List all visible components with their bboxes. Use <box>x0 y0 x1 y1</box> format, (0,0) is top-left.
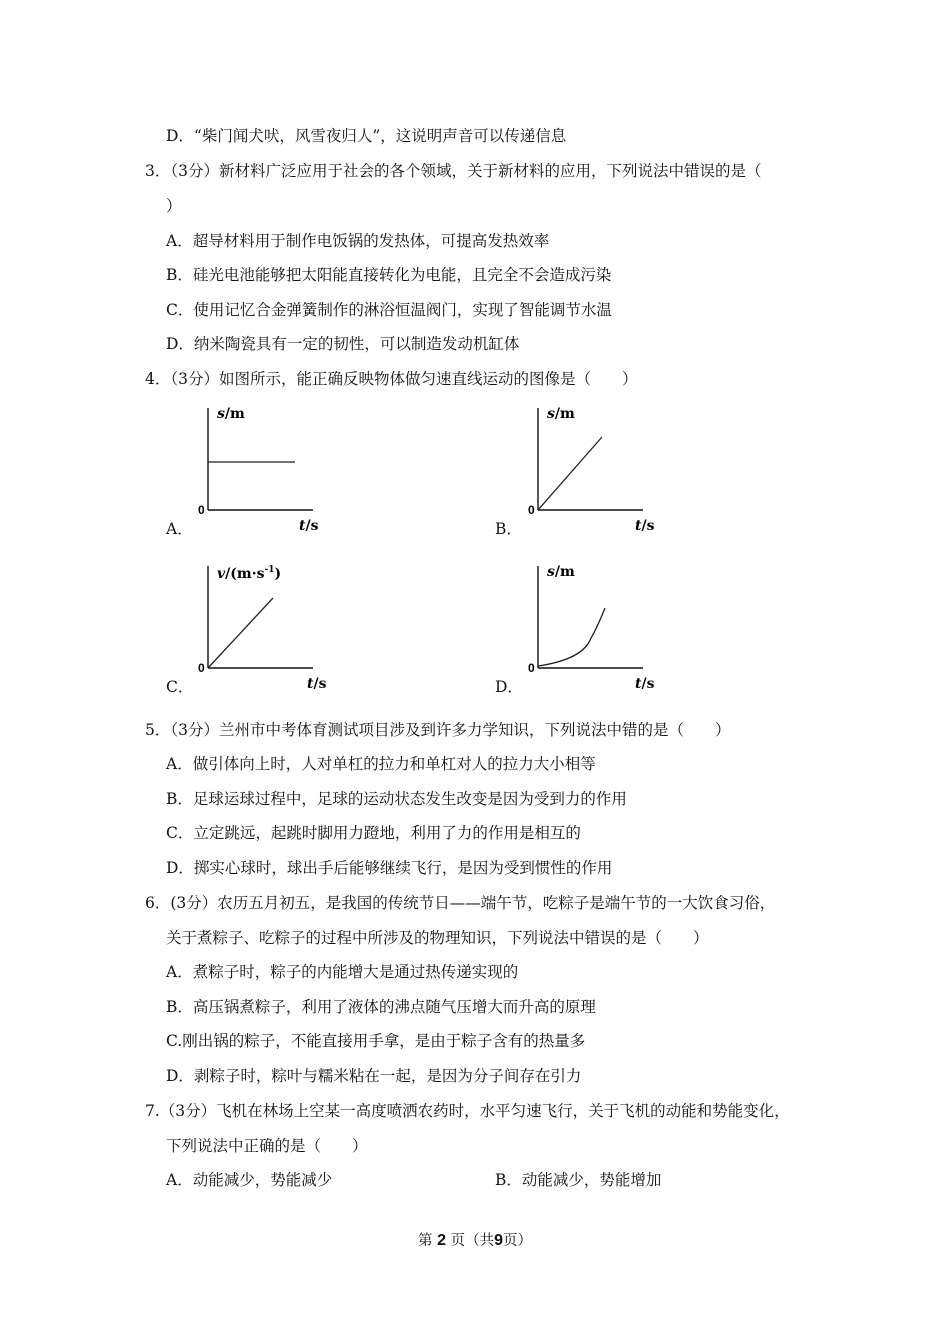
q3-stem: 3．（3分）新材料广泛应用于社会的各个领域，关于新材料的应用，下列说法中错误的是（ <box>145 162 762 180</box>
graph-b-ylabel: s/m <box>547 406 575 422</box>
q7-stem: 7.（3分）飞机在林场上空某一高度喷洒农药时，水平匀速飞行，关于飞机的动能和势能变化， <box>145 1102 790 1120</box>
q7-stem-continued: 下列说法中正确的是（ ） <box>166 1137 368 1155</box>
q6-option-d: D．剥粽子时，粽叶与糯米粘在一起，是因为分子间存在引力 <box>166 1067 582 1085</box>
graph-b-origin: 0 <box>528 503 535 517</box>
q6-option-c: C.刚出锅的粽子，不能直接用手拿，是由于粽子含有的热量多 <box>166 1032 586 1050</box>
q3-option-b: B．硅光电池能够把太阳能直接转化为电能，且完全不会造成污染 <box>166 266 612 284</box>
graph-d-curve <box>538 608 605 666</box>
q3-option-d: D．纳米陶瓷具有一定的韧性，可以制造发动机缸体 <box>166 335 520 353</box>
graph-d-origin: 0 <box>528 661 535 675</box>
graph-a-origin: 0 <box>198 503 205 517</box>
q6-option-b: B．高压锅煮粽子，利用了液体的沸点随气压增大而升高的原理 <box>166 998 596 1016</box>
q3-option-a: A．超导材料用于制作电饭锅的发热体，可提高发热效率 <box>166 232 550 250</box>
page-number: 2 <box>437 1232 446 1249</box>
graph-c-origin: 0 <box>198 661 205 675</box>
q4-graph-c <box>195 558 355 708</box>
graph-c-ylabel: $v/(m\cdot s^{-1})$ <box>217 565 282 582</box>
q3-stem-continued: ） <box>166 197 182 215</box>
graph-c-xlabel: t/s <box>307 676 327 692</box>
q4-graph-a <box>195 400 355 550</box>
footer-prefix: 第 <box>417 1233 433 1249</box>
q6-stem: 6．(3分）农历五月初五，是我国的传统节日——端午节，吃粽子是端午节的一大饮食习俗， <box>145 894 776 912</box>
q5-option-b: B．足球运球过程中，足球的运动状态发生改变是因为受到力的作用 <box>166 790 627 808</box>
q5-option-c: C．立定跳远，起跳时脚用力蹬地，利用了力的作用是相互的 <box>166 824 581 842</box>
q4-stem: 4．（3分）如图所示，能正确反映物体做匀速直线运动的图像是（ ） <box>145 370 638 388</box>
q3-option-c: C．使用记忆合金弹簧制作的淋浴恒温阀门，实现了智能调节水温 <box>166 301 612 319</box>
q4-option-b-letter: B． <box>495 520 522 538</box>
q5-stem: 5．（3分）兰州市中考体育测试项目涉及到许多力学知识，下列说法中错的是（ ） <box>145 721 731 739</box>
q4-option-c-letter: C． <box>166 678 194 696</box>
page-footer <box>0 1229 950 1250</box>
graph-a-ylabel: s/m <box>217 406 245 422</box>
q4-option-a-letter: A． <box>166 520 193 538</box>
q4-graph-d <box>525 558 685 708</box>
q5-option-a: A．做引体向上时，人对单杠的拉力和单杠对人的拉力大小相等 <box>166 755 596 773</box>
graph-d-ylabel: s/m <box>547 564 575 580</box>
q7-option-a: A．动能减少，势能减少 <box>166 1171 333 1189</box>
graph-a-xlabel: t/s <box>299 518 319 534</box>
graph-b-xlabel: t/s <box>635 518 655 534</box>
q4-graph-b <box>525 400 685 550</box>
q4-option-d-letter: D． <box>495 678 523 696</box>
footer-middle: 页（共 <box>450 1233 495 1249</box>
q7-option-b: B．动能减少，势能增加 <box>495 1171 662 1189</box>
q2-option-d: D．“柴门闻犬吠，风雪夜归人”，这说明声音可以传递信息 <box>166 127 567 145</box>
graph-b-curve <box>538 437 602 510</box>
graph-c-curve <box>208 598 273 668</box>
footer-suffix: 页） <box>503 1233 533 1249</box>
q6-stem-continued: 关于煮粽子、吃粽子的过程中所涉及的物理知识，下列说法中错误的是（ ） <box>166 929 709 947</box>
q5-option-d: D．掷实心球时，球出手后能够继续飞行，是因为受到惯性的作用 <box>166 859 613 877</box>
q6-option-a: A．煮粽子时，粽子的内能增大是通过热传递实现的 <box>166 963 519 981</box>
graph-d-xlabel: t/s <box>635 676 655 692</box>
total-pages: 9 <box>494 1232 504 1249</box>
